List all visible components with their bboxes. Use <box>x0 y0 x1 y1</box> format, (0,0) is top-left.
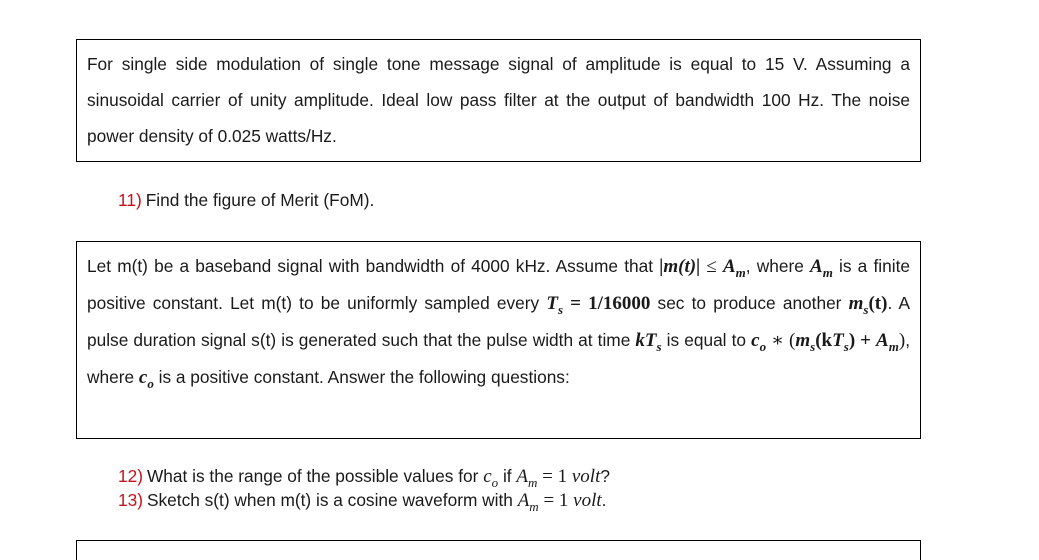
math-arg: (t) <box>868 293 888 314</box>
text-run: , where <box>745 256 811 276</box>
text-run: sec to produce another <box>650 293 849 313</box>
problem-3-box-partial <box>76 540 921 560</box>
math-kTs <box>635 330 662 354</box>
math-Am <box>722 256 746 280</box>
math-subscript: m <box>888 338 899 354</box>
text-run: is a positive constant. Answer the following questions: <box>153 367 570 387</box>
math-co <box>751 330 767 354</box>
problem-2-box <box>76 241 921 439</box>
math-symbol: c <box>751 330 760 351</box>
math-subscript: s <box>843 338 849 354</box>
math-le: ≤ <box>700 256 723 277</box>
question-text: What is the range of the possible values for <box>146 466 484 486</box>
math-co <box>483 466 499 490</box>
math-unit: volt <box>571 466 601 487</box>
question-text: Sketch s(t) when m(t) is a cosine waveform with <box>146 490 518 510</box>
math-symbol: T <box>832 330 844 351</box>
question-12 <box>118 466 610 488</box>
math-abs-m: |m(t)| <box>659 256 701 277</box>
text-run: , where <box>87 330 910 387</box>
math-symbol: A <box>722 256 736 277</box>
math-value: = 1/16000 <box>563 293 651 314</box>
math-Ts <box>546 293 564 317</box>
question-text: if <box>498 466 517 486</box>
math-subscript: m <box>529 498 539 514</box>
math-symbol: m <box>848 293 864 314</box>
math-symbol: c <box>483 466 492 487</box>
math-ms-t <box>848 293 888 317</box>
math-subscript: s <box>810 338 816 354</box>
math-symbol: k <box>635 330 645 351</box>
math-subscript: s <box>557 301 564 317</box>
math-symbol: T <box>644 330 657 351</box>
math-symbol: A <box>876 330 889 351</box>
math-value: = 1 <box>538 490 574 511</box>
math-arg: ) + <box>848 330 877 351</box>
math-symbol: c <box>138 367 148 388</box>
math-Am <box>517 490 539 514</box>
question-number: 11) <box>118 190 142 210</box>
text-run: . A pulse duration signal s(t) is generated such that the pulse width at time <box>87 293 911 350</box>
math-Am <box>810 256 833 280</box>
math-symbol: A <box>517 490 530 511</box>
question-text: ? <box>600 466 610 486</box>
question-text: . <box>601 490 607 510</box>
math-subscript: s <box>863 301 869 317</box>
text-run: is a finite positive constant. Let m(t) to be uniformly sampled every <box>87 256 910 313</box>
math-value: = 1 <box>537 466 572 487</box>
math-subscript: s <box>656 338 662 354</box>
math-arg: (k <box>815 330 833 351</box>
math-subscript: o <box>759 338 767 354</box>
question-text: Find the figure of Merit (FoM). <box>145 190 375 210</box>
question-number: 12) <box>118 466 143 486</box>
question-number: 13) <box>118 490 143 510</box>
math-ms-kts <box>795 330 899 354</box>
math-Am <box>516 466 538 490</box>
math-symbol: A <box>516 466 528 487</box>
math-symbol: A <box>810 256 823 277</box>
math-unit: volt <box>573 490 602 511</box>
math-subscript: o <box>491 474 499 490</box>
math-subscript: m <box>822 264 833 280</box>
math-subscript: m <box>735 264 746 280</box>
math-symbol: T <box>546 293 558 314</box>
math-symbol: m <box>795 330 811 351</box>
problem-1-statement: For single side modulation of single tone message signal of amplitude is equal to 15 V. Assuming a sinusoidal carrier of unity amplitude. Ideal low pass filter at the output of bandwidth 100 Hz. The noise power density of 0.025 watts/Hz. <box>87 54 910 146</box>
math-co <box>138 367 154 391</box>
math-operator: ) <box>898 330 906 351</box>
math-subscript: o <box>147 375 154 391</box>
question-11 <box>118 190 374 211</box>
math-subscript: m <box>528 474 538 490</box>
text-run: Let m(t) be a baseband signal with bandwidth of 4000 kHz. Assume that <box>87 256 660 276</box>
question-13 <box>118 490 606 512</box>
text-run: is equal to <box>661 330 752 350</box>
problem-1-box <box>76 39 921 162</box>
math-operator: ∗ ( <box>766 330 796 351</box>
